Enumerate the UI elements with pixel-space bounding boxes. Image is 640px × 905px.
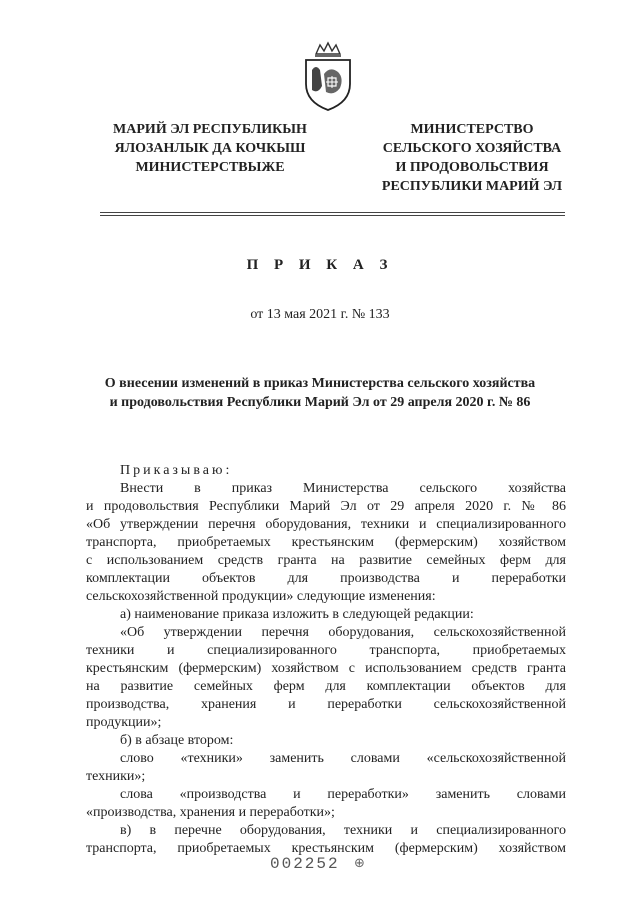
- document-title: П Р И К А З: [246, 257, 394, 273]
- header-right-line: И ПРОДОВОЛЬСТВИЯ: [395, 160, 549, 175]
- serial-mark-icon: ⊕: [354, 856, 365, 871]
- body-line: комплектации объектов для производства и переработки: [86, 571, 566, 586]
- coat-of-arms-icon: [298, 40, 358, 112]
- body-line: слово «техники» заменить словами «сельскохозяйственной: [120, 751, 566, 766]
- header-marij-name: [92, 120, 328, 177]
- body-line: и продовольствия Республики Марий Эл от 29 апреля 2020 г. № 86: [86, 499, 566, 514]
- body-line: Внести в приказ Министерства сельского хозяйства: [120, 481, 566, 496]
- body-line: в) в перечне оборудования, техники и специализированного: [120, 823, 566, 838]
- body-line: производства, хранения и переработки сельскохозяйственной: [86, 697, 566, 712]
- subject-line: и продовольствия Республики Марий Эл от 29 апреля 2020 г. № 86: [109, 395, 531, 410]
- header-divider: [100, 212, 565, 213]
- document-date: от 13 мая 2021 г. № 133: [250, 307, 390, 322]
- header-left-line: ЯЛОЗАНЛЫК ДА КОЧКЫШ: [114, 141, 306, 156]
- body-line: транспорта, приобретаемых крестьянским (фермерским) хозяйством: [86, 535, 566, 550]
- body-line: продукции»;: [86, 715, 162, 730]
- body-line: техники и специализированного транспорта, приобретаемых: [86, 643, 566, 658]
- body-line: Приказываю:: [120, 463, 233, 478]
- body-line: крестьянским (фермерским) хозяйством с использованием средств гранта: [86, 661, 566, 676]
- document-subject: [80, 374, 560, 412]
- header-divider: [100, 215, 565, 216]
- body-line: «Об утверждении перечня оборудования, техники и специализированного: [86, 517, 566, 532]
- body-line: «производства, хранения и переработки»;: [86, 805, 335, 820]
- body-line: б) в абзаце втором:: [120, 733, 234, 748]
- header-left-line: МАРИЙ ЭЛ РЕСПУБЛИКЫН: [113, 122, 307, 137]
- body-line: а) наименование приказа изложить в следующей редакции:: [120, 607, 474, 622]
- header-russian-name: [352, 120, 592, 196]
- serial-number: 002252: [270, 855, 340, 873]
- body-line: транспорта, приобретаемых крестьянским (фермерским) хозяйством: [86, 841, 566, 856]
- body-line: на развитие семейных ферм для комплектации объектов для: [86, 679, 566, 694]
- body-line: с использованием средств гранта на развитие семейных ферм для: [86, 553, 566, 568]
- header-left-line: МИНИСТЕРСТВЫЖЕ: [135, 160, 285, 175]
- header-right-line: СЕЛЬСКОГО ХОЗЯЙСТВА: [382, 141, 562, 156]
- body-line: слова «производства и переработки» заменить словами: [120, 787, 566, 802]
- subject-line: О внесении изменений в приказ Министерства сельского хозяйства: [104, 376, 536, 391]
- body-line: «Об утверждении перечня оборудования, сельскохозяйственной: [120, 625, 566, 640]
- header-right-line: РЕСПУБЛИКИ МАРИЙ ЭЛ: [381, 179, 563, 194]
- body-line: техники»;: [86, 769, 146, 784]
- header-right-line: МИНИСТЕРСТВО: [410, 122, 534, 137]
- body-line: сельскохозяйственной продукции» следующие изменения:: [86, 589, 436, 604]
